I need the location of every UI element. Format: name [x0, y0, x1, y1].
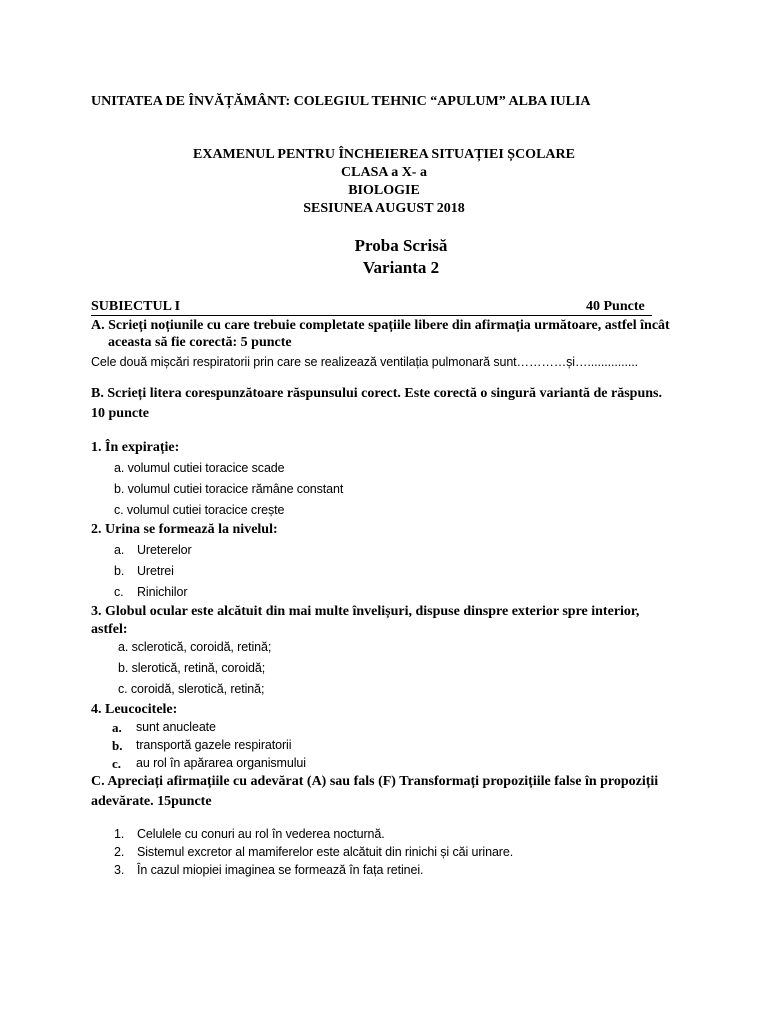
q3-question-line2: astfel: [91, 622, 128, 637]
subject-label: SUBIECTUL I [91, 299, 181, 314]
q4-option-b-letter: b. [112, 738, 123, 753]
sectionC-instruction-line2: adevărate. 15puncte [91, 794, 212, 809]
q1-option-a: a. volumul cutiei toracice scade [114, 461, 285, 475]
q3-question-line1: 3. Globul ocular este alcătuit din mai multe învelișuri, dispuse dinspre exterior spre interior, [91, 604, 640, 619]
q3-option-c: c. coroidă, slerotică, retină; [118, 682, 265, 696]
q2-option-b-letter: b. [114, 564, 125, 578]
subject-line: BIOLOGIE [348, 183, 420, 198]
sectionC-item-1-text: Celulele cu conuri au rol în vederea nocturnă. [137, 827, 385, 841]
sectionB-instruction-line1: B. Scrieți litera corespunzătoare răspunsului corect. Este corectă o singură variantă de răspuns. [91, 386, 662, 401]
q4-option-a-text: sunt anucleate [136, 720, 216, 734]
school-name: UNITATEA DE ÎNVĂȚĂMÂNT: COLEGIUL TEHNIC “APULUM” ALBA IULIA [91, 94, 591, 109]
q4-option-c-text: au rol în apărarea organismului [136, 756, 306, 770]
q4-question: 4. Leucocitele: [91, 702, 178, 717]
sectionA-statement: Cele două mișcări respiratorii prin care se realizează ventilația pulmonară sunt…………și…............... [91, 355, 638, 369]
q2-option-c-letter: c. [114, 585, 124, 599]
q1-option-b: b. volumul cutiei toracice rămâne constant [114, 482, 344, 496]
q4-option-b-text: transportă gazele respiratorii [136, 738, 292, 752]
subject-underline [91, 315, 652, 316]
sectionC-item-2-text: Sistemul excretor al mamiferelor este alcătuit din rinichi și căi urinare. [137, 845, 514, 859]
q2-option-a-letter: a. [114, 543, 125, 557]
class-line: CLASA a X- a [341, 165, 427, 180]
subject-points: 40 Puncte [586, 299, 645, 314]
sectionB-instruction-line2: 10 puncte [91, 406, 149, 421]
sectionC-item-3-text: În cazul miopiei imaginea se formează în fața retinei. [137, 863, 424, 877]
sectionA-instruction-line2: aceasta să fie corectă: 5 puncte [108, 335, 292, 350]
sectionC-item-3-num: 3. [114, 863, 125, 877]
sectionA-instruction-line1: A. Scrieți noțiunile cu care trebuie completate spațiile libere din afirmația următoare, astfel încât [91, 318, 670, 333]
q2-option-b-text: Uretrei [137, 564, 174, 578]
sectionC-item-1-num: 1. [114, 827, 125, 841]
q4-option-c-letter: c. [112, 756, 122, 771]
sectionC-item-2-num: 2. [114, 845, 125, 859]
q1-option-c: c. volumul cutiei toracice crește [114, 503, 285, 517]
sectionC-instruction-line1: C. Apreciați afirmațiile cu adevărat (A) sau fals (F) Transformați propozițiile false în propoziții [91, 774, 659, 789]
q2-question: 2. Urina se formează la nivelul: [91, 522, 278, 537]
q2-option-a-text: Ureterelor [137, 543, 192, 557]
q1-question: 1. În expirație: [91, 440, 180, 455]
session-line: SESIUNEA AUGUST 2018 [303, 201, 465, 216]
variant-title: Varianta 2 [362, 258, 440, 277]
test-title: Proba Scrisă [354, 236, 448, 255]
q4-option-a-letter: a. [112, 720, 122, 735]
exam-line: EXAMENUL PENTRU ÎNCHEIEREA SITUAȚIEI ȘCOLARE [193, 147, 575, 162]
q3-option-a: a. sclerotică, coroidă, retină; [118, 640, 272, 654]
q2-option-c-text: Rinichilor [137, 585, 188, 599]
q3-option-b: b. slerotică, retină, coroidă; [118, 661, 266, 675]
